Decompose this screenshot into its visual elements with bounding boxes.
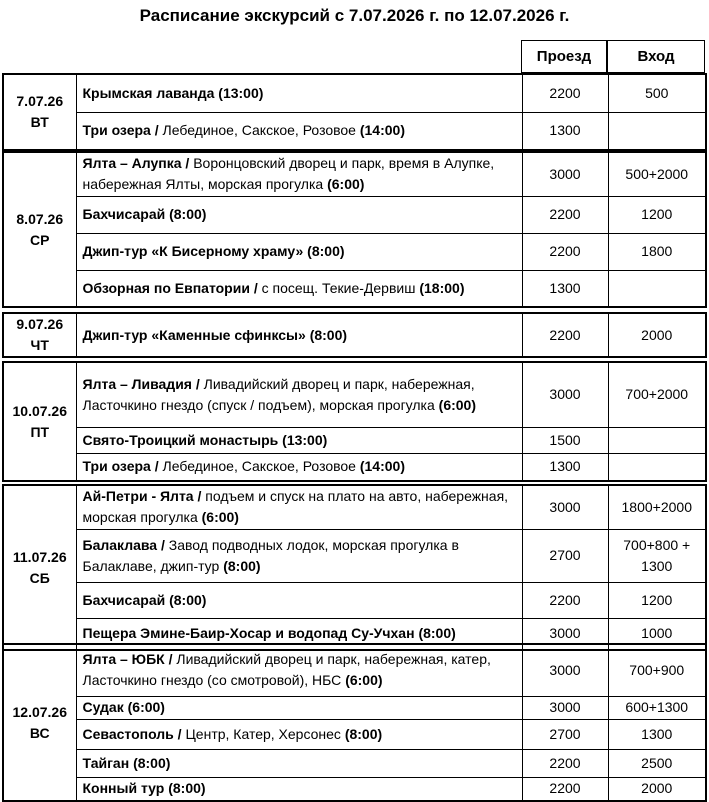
day-date-cell <box>3 485 76 650</box>
tour-entry-price: 1200 <box>608 582 706 618</box>
tour-entry-price: 1800 <box>608 233 706 270</box>
tour-drive-price: 2200 <box>522 313 608 357</box>
tour-details: Завод подводных лодок, морская прогулка в Балаклаве, джип-тур <box>82 536 459 574</box>
tour-time: (6:00) <box>438 396 477 413</box>
column-header-entry: Вход <box>607 40 705 73</box>
day-weekday: ВТ <box>30 114 49 130</box>
tour-drive-price: 1300 <box>522 270 608 307</box>
tour-name: Бахчисарай <box>82 206 166 222</box>
tour-entry-price: 1000 <box>608 618 706 650</box>
tour-details: подъем и спуск на плато на авто, набережная, морская прогулка <box>82 488 509 526</box>
tour-entry-price <box>608 270 706 307</box>
tour-drive-price: 3000 <box>522 618 608 650</box>
day-date: 12.07.26 <box>12 703 67 720</box>
day-block <box>2 361 707 482</box>
tour-drive-price: 3000 <box>522 485 608 529</box>
tour-entry-price: 500+2000 <box>608 152 706 196</box>
tour-name: Ай-Петри - Ялта <box>82 488 194 505</box>
tour-separator: / <box>150 458 163 475</box>
tour-row <box>3 644 706 696</box>
tour-entry-price: 1200 <box>608 196 706 233</box>
tour-entry-price: 700+800 + 1300 <box>608 529 706 582</box>
tour-row <box>3 152 706 196</box>
tour-description <box>76 270 522 307</box>
tour-entry-price <box>608 427 706 453</box>
tour-time: (6:00) <box>327 176 365 193</box>
tour-description <box>76 152 522 196</box>
tour-description <box>76 777 522 801</box>
day-date-cell <box>3 313 76 357</box>
tour-name: Судак <box>82 699 124 715</box>
day-block <box>2 312 707 358</box>
tour-row <box>3 74 706 112</box>
tour-name: Севастополь <box>82 725 174 742</box>
tour-name: Джип-тур «К Бисерному храму» <box>82 243 304 259</box>
tour-drive-price: 3000 <box>522 152 608 196</box>
tour-description <box>76 427 522 453</box>
tour-entry-price: 700+900 <box>608 644 706 696</box>
tour-description <box>76 644 522 696</box>
tour-time: (6:00) <box>345 672 383 689</box>
tour-description <box>76 529 522 582</box>
tour-name: Три озера <box>82 122 151 139</box>
tour-separator: / <box>173 725 186 742</box>
tour-row <box>3 313 706 357</box>
tour-row <box>3 485 706 529</box>
day-block <box>2 151 707 308</box>
tour-time: (13:00) <box>218 84 264 101</box>
tour-name: Ялта – Ливадия <box>82 375 192 392</box>
tour-description <box>76 453 522 481</box>
tour-separator: / <box>181 155 194 172</box>
tour-name: Крымская лаванда <box>82 84 215 101</box>
tour-row <box>3 233 706 270</box>
tour-entry-price: 2000 <box>608 777 706 801</box>
tour-drive-price: 2700 <box>522 529 608 582</box>
tour-time: (14:00) <box>359 458 405 475</box>
tour-description <box>76 696 522 719</box>
tour-time: (8:00) <box>168 780 206 797</box>
day-date: 10.07.26 <box>12 402 67 419</box>
tour-entry-price: 700+2000 <box>608 362 706 427</box>
tour-drive-price: 3000 <box>522 644 608 696</box>
tour-time: (14:00) <box>359 122 405 139</box>
tour-name: Тайган <box>82 754 130 771</box>
tour-row <box>3 453 706 481</box>
day-block <box>2 73 707 151</box>
tour-separator: / <box>249 279 262 296</box>
tour-time: (13:00) <box>282 431 328 448</box>
tour-row <box>3 362 706 427</box>
tour-separator: / <box>164 651 177 668</box>
day-date-cell <box>3 362 76 481</box>
tour-drive-price: 1300 <box>522 112 608 150</box>
tour-description <box>76 749 522 777</box>
tour-row <box>3 270 706 307</box>
tour-description <box>76 485 522 529</box>
tour-row <box>3 749 706 777</box>
tour-name: Конный тур <box>82 780 165 797</box>
day-date: 7.07.26 <box>16 93 64 109</box>
tour-name: Пещера Эмине-Баир-Хосар и водопад Су-Учхан <box>82 625 415 642</box>
tour-name: Ялта – ЮБК <box>82 651 165 668</box>
tour-description <box>76 582 522 618</box>
tour-description <box>76 313 522 357</box>
tour-entry-price: 500 <box>608 74 706 112</box>
tour-name: Обзорная по Евпатории <box>82 279 250 296</box>
tour-row <box>3 777 706 801</box>
tour-entry-price: 2000 <box>608 313 706 357</box>
tour-drive-price: 2700 <box>522 719 608 749</box>
tour-description <box>76 74 522 112</box>
tour-entry-price: 1300 <box>608 719 706 749</box>
tour-separator: / <box>193 488 206 505</box>
tour-description <box>76 719 522 749</box>
tour-entry-price <box>608 453 706 481</box>
tour-time: (8:00) <box>344 725 383 742</box>
tour-description <box>76 362 522 427</box>
tour-row <box>3 112 706 150</box>
day-block <box>2 484 707 651</box>
tour-row <box>3 582 706 618</box>
tour-time: (8:00) <box>169 206 207 222</box>
page-title: Расписание экскурсий с 7.07.2026 г. по 12.07.2026 г. <box>139 6 570 25</box>
day-weekday: ЧТ <box>30 337 49 353</box>
tour-entry-price <box>608 112 706 150</box>
tour-entry-price: 1800+2000 <box>608 485 706 529</box>
tour-separator: / <box>150 122 163 139</box>
day-block <box>2 643 707 802</box>
tour-drive-price: 3000 <box>522 362 608 427</box>
tour-details: Лебединое, Сакское, Розовое <box>162 122 356 139</box>
tour-time: (8:00) <box>418 625 456 642</box>
tour-drive-price: 1500 <box>522 427 608 453</box>
tour-row <box>3 719 706 749</box>
day-date: 9.07.26 <box>16 316 64 332</box>
tour-separator: / <box>157 536 169 553</box>
tour-name: Балаклава <box>82 536 158 553</box>
tour-row <box>3 529 706 582</box>
tour-drive-price: 1300 <box>522 453 608 481</box>
day-weekday: СР <box>30 231 50 248</box>
day-weekday: СБ <box>29 569 50 586</box>
tour-time: (6:00) <box>127 699 165 715</box>
tour-details: Центр, Катер, Херсонес <box>185 725 341 742</box>
day-date-cell <box>3 644 76 801</box>
tour-drive-price: 2200 <box>522 777 608 801</box>
day-date: 11.07.26 <box>12 548 67 565</box>
tour-entry-price: 2500 <box>608 749 706 777</box>
day-date-cell <box>3 74 76 150</box>
tour-drive-price: 2200 <box>522 196 608 233</box>
tour-row <box>3 196 706 233</box>
tour-details: Ливадийский дворец и парк, набережная, катер, Ласточкино гнездо (со смотровой), НБС <box>82 651 491 689</box>
day-weekday: ПТ <box>30 423 50 440</box>
tour-drive-price: 2200 <box>522 74 608 112</box>
tour-time: (8:00) <box>223 557 261 574</box>
tour-details: Лебединое, Сакское, Розовое <box>162 458 356 475</box>
tour-name: Свято-Троицкий монастырь <box>82 431 279 448</box>
tour-details: с посещ. Текие-Дервиш <box>261 279 416 296</box>
tour-entry-price: 600+1300 <box>608 696 706 719</box>
tour-name: Бахчисарай <box>82 591 166 608</box>
tour-details: Воронцовский дворец и парк, время в Алупке, набережная Ялты, морская прогулка <box>82 155 495 193</box>
tour-drive-price: 2200 <box>522 233 608 270</box>
tour-row <box>3 696 706 719</box>
day-date-cell <box>3 152 76 307</box>
tour-time: (8:00) <box>169 591 207 608</box>
tour-time: (8:00) <box>309 326 348 343</box>
tour-time: (6:00) <box>201 509 239 526</box>
tour-time: (8:00) <box>133 754 171 771</box>
tour-description <box>76 196 522 233</box>
tour-description <box>76 233 522 270</box>
tour-name: Три озера <box>82 458 151 475</box>
tour-drive-price: 2200 <box>522 749 608 777</box>
tour-drive-price: 3000 <box>522 696 608 719</box>
tour-time: (8:00) <box>307 243 345 259</box>
day-date: 8.07.26 <box>16 210 64 227</box>
tour-time: (18:00) <box>419 279 465 296</box>
tour-details: Ливадийский дворец и парк, набережная, Ласточкино гнездо (спуск / подъем), морская прогулка <box>82 375 475 413</box>
tour-name: Ялта – Алупка <box>82 155 182 172</box>
tour-row <box>3 427 706 453</box>
tour-drive-price: 2200 <box>522 582 608 618</box>
column-header-drive: Проезд <box>521 40 607 73</box>
tour-separator: / <box>191 375 204 392</box>
tour-name: Джип-тур «Каменные сфинксы» <box>82 326 306 343</box>
tour-description <box>76 112 522 150</box>
day-weekday: ВС <box>29 724 50 741</box>
